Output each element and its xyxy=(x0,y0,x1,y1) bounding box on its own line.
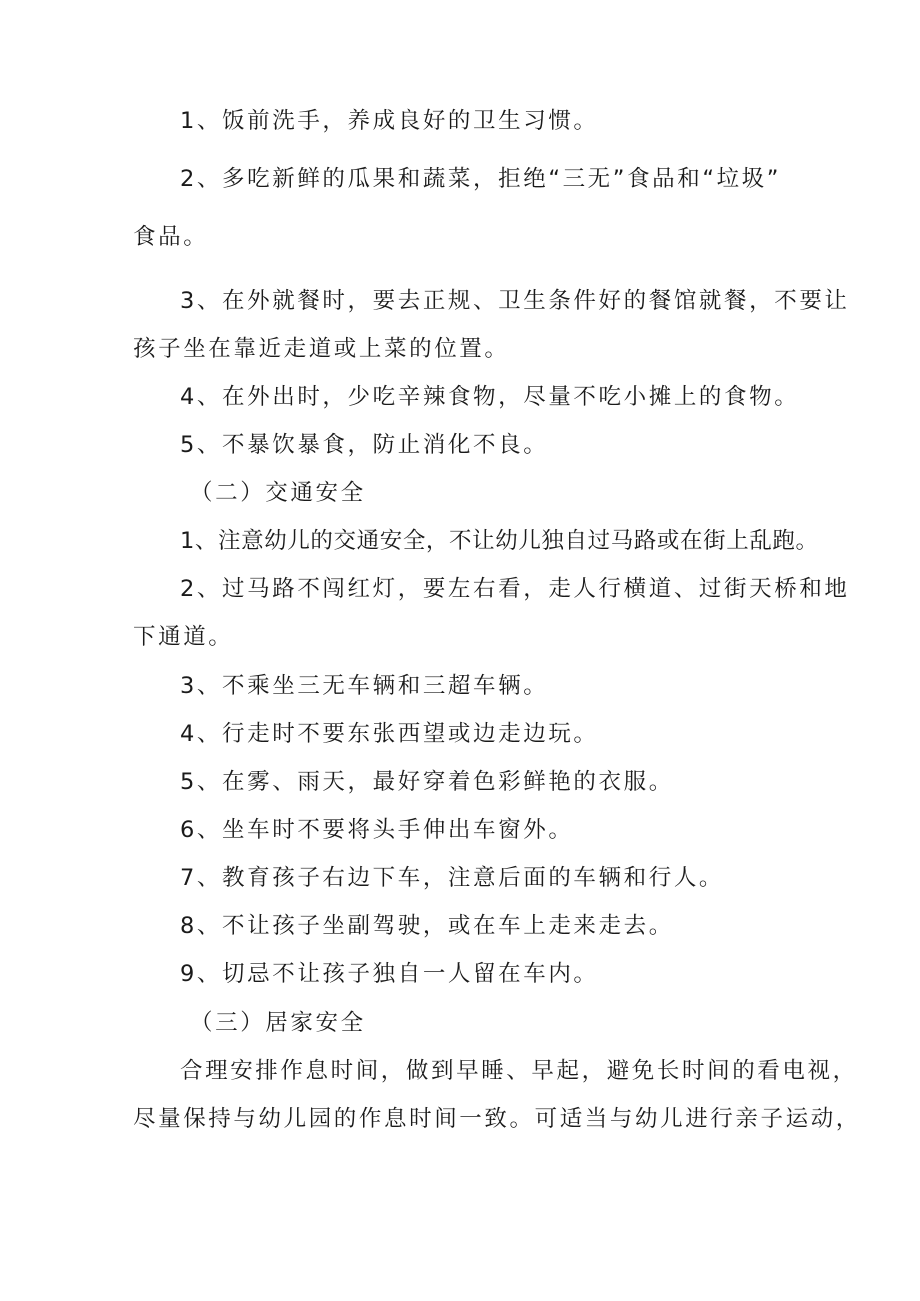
traffic-item-2-continued: 下通道。 xyxy=(133,624,234,650)
food-item-5: 5、不暴饮暴食，防止消化不良。 xyxy=(180,432,549,458)
traffic-item-6: 6、坐车时不要将头手伸出车窗外。 xyxy=(180,817,574,843)
home-paragraph-line-1: 合理安排作息时间，做到早睡、早起，避免长时间的看电视， xyxy=(180,1058,858,1084)
food-item-3: 3、在外就餐时，要去正规、卫生条件好的餐馆就餐，不要让 xyxy=(180,288,850,314)
section-heading-home-safety: （三）居家安全 xyxy=(190,1010,366,1036)
traffic-item-7: 7、教育孩子右边下车，注意后面的车辆和行人。 xyxy=(180,865,725,891)
traffic-item-3: 3、不乘坐三无车辆和三超车辆。 xyxy=(180,673,549,699)
traffic-item-1: 1、注意幼儿的交通安全，不让幼儿独自过马路或在街上乱跑。 xyxy=(180,528,819,554)
food-item-3-continued: 孩子坐在靠近走道或上菜的位置。 xyxy=(133,336,510,362)
section-heading-traffic-safety: （二）交通安全 xyxy=(190,480,366,506)
food-item-2-continued: 食品。 xyxy=(133,224,209,250)
food-item-4: 4、在外出时，少吃辛辣食物，尽量不吃小摊上的食物。 xyxy=(180,384,800,410)
food-item-1: 1、饭前洗手，养成良好的卫生习惯。 xyxy=(180,108,599,134)
home-paragraph-line-2: 尽量保持与幼儿园的作息时间一致。可适当与幼儿进行亲子运动， xyxy=(133,1106,861,1132)
traffic-item-4: 4、行走时不要东张西望或边走边玩。 xyxy=(180,721,599,747)
food-item-2: 2、多吃新鲜的瓜果和蔬菜，拒绝“三无”食品和“垃圾” xyxy=(180,166,782,192)
traffic-item-9: 9、切忌不让孩子独自一人留在车内。 xyxy=(180,961,599,987)
traffic-item-8: 8、不让孩子坐副驾驶，或在车上走来走去。 xyxy=(180,913,674,939)
traffic-item-5: 5、在雾、雨天，最好穿着色彩鲜艳的衣服。 xyxy=(180,769,674,795)
traffic-item-2: 2、过马路不闯红灯，要左右看，走人行横道、过街天桥和地 xyxy=(180,576,850,602)
